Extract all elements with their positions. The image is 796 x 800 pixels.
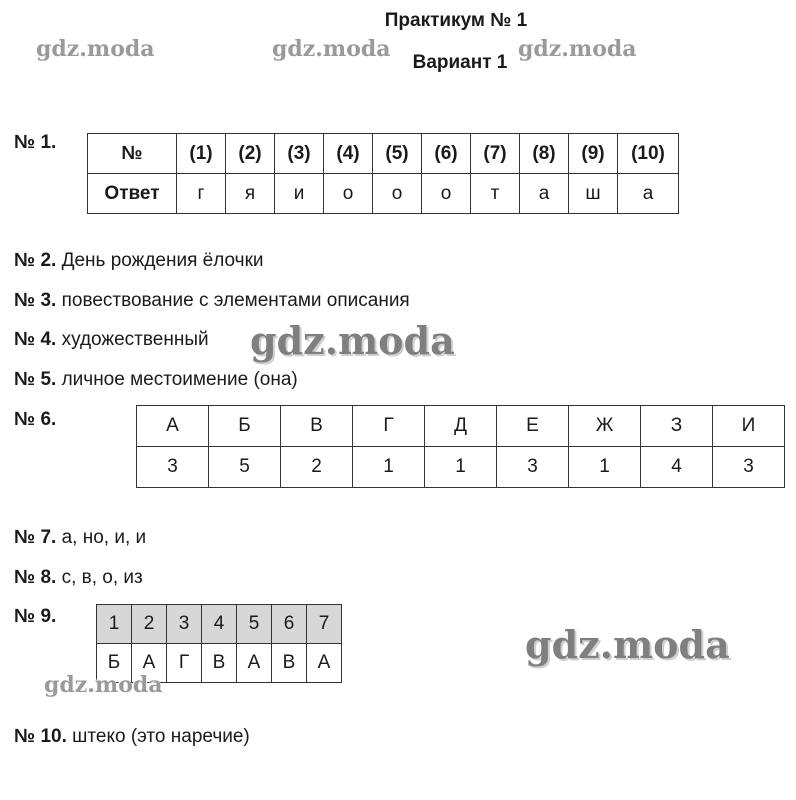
table-cell: 2: [281, 447, 353, 488]
table-cell: 1: [425, 447, 497, 488]
table-cell: 4: [641, 447, 713, 488]
task-3-label: № 3.: [14, 290, 57, 311]
table-cell: 1: [569, 447, 641, 488]
table-cell: 6: [272, 605, 307, 644]
table-cell: Б: [209, 406, 281, 447]
table-cell: №: [88, 134, 177, 174]
watermark: gdz.moda: [250, 318, 455, 363]
table-cell: (8): [520, 134, 569, 174]
watermark: gdz.moda: [525, 622, 730, 667]
page-subtitle: Вариант 1: [412, 52, 508, 73]
table-cell: г: [177, 174, 226, 214]
table-cell: 7: [307, 605, 342, 644]
task-1-label: № 1.: [14, 132, 57, 153]
task-5-label: № 5.: [14, 369, 57, 390]
task-6-table: [136, 405, 785, 488]
watermark: gdz.moda: [44, 672, 163, 698]
table-cell: Г: [167, 644, 202, 683]
task-8-answer: с, в, о, из: [61, 567, 143, 588]
table-cell: А: [132, 644, 167, 683]
table-cell: о: [324, 174, 373, 214]
task-8: [14, 567, 143, 589]
task-2: [14, 250, 264, 272]
task-1-answer-row: [88, 174, 679, 214]
table-cell: (3): [275, 134, 324, 174]
task-5-answer: личное местоимение (она): [61, 369, 298, 390]
table-cell: (1): [177, 134, 226, 174]
task-9-table: [96, 604, 342, 683]
table-cell: а: [618, 174, 679, 214]
table-cell: (10): [618, 134, 679, 174]
task-10: [14, 726, 250, 748]
task-10-label: № 10.: [14, 726, 67, 747]
task-4: [14, 329, 209, 351]
task-6-label: № 6.: [14, 409, 57, 430]
task-3-answer: повествование с элементами описания: [61, 290, 410, 311]
watermark: gdz.moda: [518, 36, 637, 62]
table-cell: Д: [425, 406, 497, 447]
table-cell: 1: [353, 447, 425, 488]
table-cell: В: [281, 406, 353, 447]
task-2-answer: День рождения ёлочки: [61, 250, 264, 271]
table-cell: я: [226, 174, 275, 214]
task-7-label: № 7.: [14, 527, 57, 548]
table-cell: т: [471, 174, 520, 214]
task-9-letters-row: [97, 644, 342, 683]
table-cell: а: [520, 174, 569, 214]
table-cell: 4: [202, 605, 237, 644]
task-8-label: № 8.: [14, 567, 57, 588]
table-cell: Е: [497, 406, 569, 447]
table-cell: 3: [497, 447, 569, 488]
task-10-answer: штеко (это наречие): [72, 726, 250, 747]
table-cell: Б: [97, 644, 132, 683]
table-cell: о: [422, 174, 471, 214]
table-cell: Ж: [569, 406, 641, 447]
table-cell: 3: [137, 447, 209, 488]
table-cell: (4): [324, 134, 373, 174]
table-cell: И: [713, 406, 785, 447]
table-cell: 3: [713, 447, 785, 488]
task-9-numbers-row: [97, 605, 342, 644]
table-cell: (2): [226, 134, 275, 174]
table-cell: А: [137, 406, 209, 447]
table-cell: Г: [353, 406, 425, 447]
table-cell: Ответ: [88, 174, 177, 214]
table-cell: (6): [422, 134, 471, 174]
table-cell: (5): [373, 134, 422, 174]
task-7: [14, 527, 146, 549]
task-1-table: [87, 133, 679, 214]
table-cell: 2: [132, 605, 167, 644]
task-9-label: № 9.: [14, 606, 57, 627]
table-cell: (9): [569, 134, 618, 174]
watermark: gdz.moda: [36, 36, 155, 62]
table-cell: З: [641, 406, 713, 447]
table-cell: 1: [97, 605, 132, 644]
table-cell: о: [373, 174, 422, 214]
table-cell: В: [272, 644, 307, 683]
task-2-label: № 2.: [14, 250, 57, 271]
task-4-answer: художественный: [61, 329, 209, 350]
table-cell: 3: [167, 605, 202, 644]
task-4-label: № 4.: [14, 329, 57, 350]
task-6-letters-row: [137, 406, 785, 447]
table-cell: В: [202, 644, 237, 683]
table-cell: А: [237, 644, 272, 683]
page-title: Практикум № 1: [384, 10, 528, 31]
task-5: [14, 369, 298, 391]
watermark: gdz.moda: [272, 36, 391, 62]
table-cell: 5: [209, 447, 281, 488]
table-cell: А: [307, 644, 342, 683]
task-3: [14, 290, 410, 312]
table-cell: ш: [569, 174, 618, 214]
task-1-header-row: [88, 134, 679, 174]
table-cell: и: [275, 174, 324, 214]
table-cell: 5: [237, 605, 272, 644]
table-cell: (7): [471, 134, 520, 174]
task-7-answer: а, но, и, и: [61, 527, 147, 548]
task-6-numbers-row: [137, 447, 785, 488]
